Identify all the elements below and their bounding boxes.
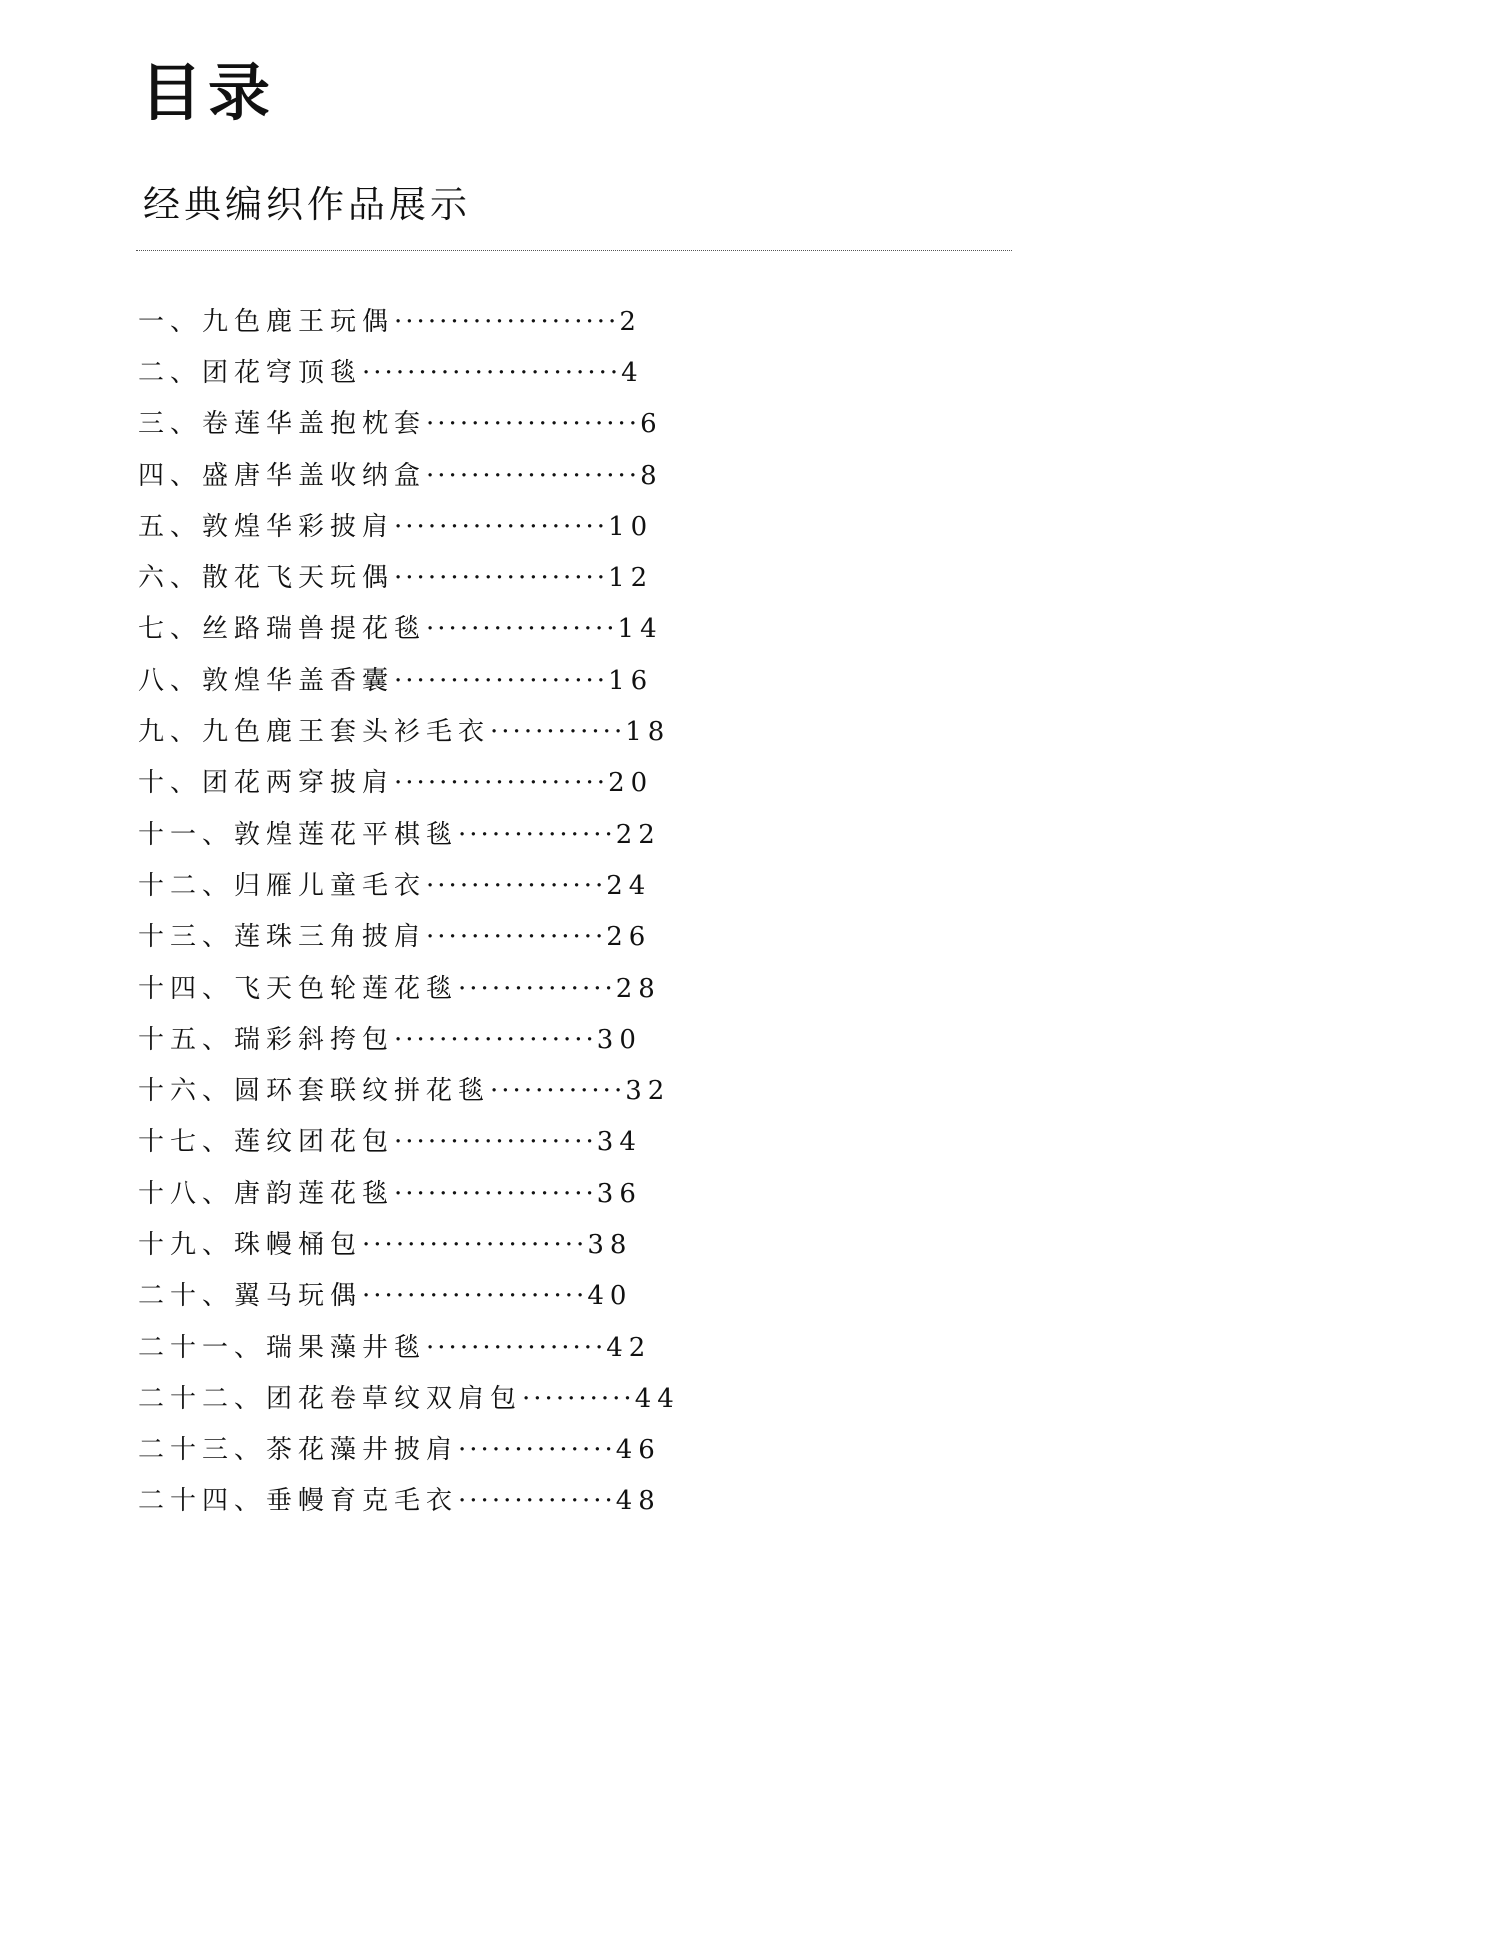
toc-name: 敦煌莲花平棋毯 [234, 819, 459, 850]
toc-index: 四、 [138, 460, 203, 491]
toc-leader: ················ [426, 922, 607, 953]
toc-leader: ··················· [426, 460, 641, 491]
toc-page-number: 44 [634, 1383, 680, 1414]
toc-page-number: 12 [608, 563, 654, 594]
toc-entry-18[interactable] [138, 1168, 680, 1219]
toc-index: 二、 [138, 357, 203, 388]
toc-index: 二十四、 [138, 1486, 267, 1517]
toc-leader: ·················· [394, 1178, 597, 1209]
toc-entry-7[interactable] [138, 604, 680, 655]
toc-index: 十七、 [138, 1127, 235, 1158]
toc-page-number: 2 [619, 306, 642, 337]
toc-name: 圆环套联纹拼花毯 [234, 1076, 491, 1107]
toc-entry-10[interactable] [138, 758, 680, 809]
toc-name: 敦煌华彩披肩 [202, 511, 395, 542]
toc-leader: ··················· [394, 768, 609, 799]
toc-leader: ·············· [458, 973, 616, 1004]
toc-name: 盛唐华盖收纳盒 [202, 460, 427, 491]
toc-name: 唐韵莲花毯 [234, 1178, 395, 1209]
page-title: 目录 [140, 56, 277, 129]
toc-page-number: 38 [587, 1229, 633, 1260]
toc-name: 莲珠三角披肩 [234, 922, 427, 953]
toc-leader: ················· [426, 614, 618, 645]
toc-index: 十、 [138, 768, 203, 799]
toc-index: 十五、 [138, 1024, 235, 1055]
toc-page-number: 8 [640, 460, 663, 491]
toc-name: 丝路瑞兽提花毯 [202, 614, 427, 645]
toc-entry-4[interactable] [138, 450, 680, 501]
section-subtitle: 经典编织作品展示 [143, 183, 471, 226]
toc-entry-6[interactable] [138, 552, 680, 603]
toc-name: 卷莲华盖抱枕套 [202, 409, 427, 440]
toc-page-number: 22 [615, 819, 661, 850]
toc-entry-22[interactable] [138, 1373, 680, 1424]
toc-leader: ···················· [394, 306, 620, 337]
toc-leader: ················ [426, 1332, 607, 1363]
toc-index: 十二、 [138, 870, 235, 901]
toc-leader: ··················· [394, 511, 609, 542]
toc-entry-12[interactable] [138, 860, 680, 911]
toc-entry-17[interactable] [138, 1117, 680, 1168]
toc-name: 翼马玩偶 [234, 1281, 363, 1312]
toc-leader: ················ [426, 870, 607, 901]
toc-page-number: 42 [606, 1332, 652, 1363]
toc-entry-9[interactable] [138, 706, 680, 757]
toc-leader: ·········· [522, 1383, 635, 1414]
toc-index: 九、 [138, 717, 203, 748]
toc-entry-11[interactable] [138, 809, 680, 860]
toc-list [138, 296, 680, 1527]
toc-name: 团花卷草纹双肩包 [266, 1383, 523, 1414]
toc-entry-14[interactable] [138, 963, 680, 1014]
toc-page-number: 48 [615, 1486, 661, 1517]
toc-index: 二十一、 [138, 1332, 267, 1363]
toc-name: 莲纹团花包 [234, 1127, 395, 1158]
toc-leader: ·············· [458, 819, 616, 850]
toc-index: 八、 [138, 665, 203, 696]
toc-index: 十八、 [138, 1178, 235, 1209]
toc-entry-24[interactable] [138, 1476, 680, 1527]
toc-index: 十三、 [138, 922, 235, 953]
toc-entry-5[interactable] [138, 501, 680, 552]
toc-leader: ············ [490, 717, 626, 748]
toc-name: 团花穹顶毯 [202, 357, 363, 388]
toc-entry-20[interactable] [138, 1271, 680, 1322]
toc-entry-8[interactable] [138, 655, 680, 706]
toc-index: 三、 [138, 409, 203, 440]
toc-index: 二十三、 [138, 1435, 267, 1466]
toc-name: 敦煌华盖香囊 [202, 665, 395, 696]
toc-page-number: 46 [615, 1435, 661, 1466]
toc-leader: ··················· [394, 665, 609, 696]
toc-page-number: 16 [608, 665, 654, 696]
toc-leader: ············ [490, 1076, 626, 1107]
toc-entry-3[interactable] [138, 399, 680, 450]
toc-entry-19[interactable] [138, 1219, 680, 1270]
toc-index: 五、 [138, 511, 203, 542]
toc-index: 一、 [138, 306, 203, 337]
toc-name: 瑞果藻井毯 [266, 1332, 427, 1363]
toc-leader: ··················· [394, 563, 609, 594]
toc-entry-15[interactable] [138, 1014, 680, 1065]
toc-page-number: 32 [625, 1076, 671, 1107]
toc-page-number: 30 [596, 1024, 642, 1055]
toc-name: 团花两穿披肩 [202, 768, 395, 799]
toc-index: 十四、 [138, 973, 235, 1004]
toc-page-number: 26 [606, 922, 652, 953]
toc-page-number: 34 [596, 1127, 642, 1158]
toc-page-number: 20 [608, 768, 654, 799]
toc-page-number: 24 [606, 870, 652, 901]
dotted-divider [136, 250, 1012, 251]
toc-name: 茶花藻井披肩 [266, 1435, 459, 1466]
toc-name: 瑞彩斜挎包 [234, 1024, 395, 1055]
toc-name: 散花飞天玩偶 [202, 563, 395, 594]
toc-entry-21[interactable] [138, 1322, 680, 1373]
toc-leader: ·················· [394, 1024, 597, 1055]
toc-page-number: 36 [596, 1178, 642, 1209]
toc-leader: ·················· [394, 1127, 597, 1158]
toc-name: 垂幔育克毛衣 [266, 1486, 459, 1517]
toc-entry-16[interactable] [138, 1065, 680, 1116]
toc-page-number: 10 [608, 511, 654, 542]
toc-name: 九色鹿王套头衫毛衣 [202, 717, 491, 748]
toc-page-number: 14 [617, 614, 663, 645]
toc-leader: ······················· [362, 357, 622, 388]
toc-entry-13[interactable] [138, 912, 680, 963]
toc-entry-23[interactable] [138, 1425, 680, 1476]
toc-page-number: 18 [625, 717, 671, 748]
toc-entry-1[interactable] [138, 296, 680, 347]
toc-name: 珠幔桶包 [234, 1229, 363, 1260]
toc-name: 飞天色轮莲花毯 [234, 973, 459, 1004]
toc-name: 归雁儿童毛衣 [234, 870, 427, 901]
toc-leader: ···················· [362, 1229, 588, 1260]
toc-page-number: 28 [615, 973, 661, 1004]
toc-index: 六、 [138, 563, 203, 594]
toc-page-number: 6 [640, 409, 663, 440]
toc-leader: ··················· [426, 409, 641, 440]
toc-index: 二十二、 [138, 1383, 267, 1414]
toc-index: 七、 [138, 614, 203, 645]
toc-page-number: 4 [621, 357, 644, 388]
toc-name: 九色鹿王玩偶 [202, 306, 395, 337]
toc-index: 十六、 [138, 1076, 235, 1107]
toc-entry-2[interactable] [138, 347, 680, 398]
toc-index: 十一、 [138, 819, 235, 850]
toc-index: 十九、 [138, 1229, 235, 1260]
toc-leader: ·············· [458, 1486, 616, 1517]
toc-leader: ·············· [458, 1435, 616, 1466]
toc-page-number: 40 [587, 1281, 633, 1312]
toc-leader: ···················· [362, 1281, 588, 1312]
toc-index: 二十、 [138, 1281, 235, 1312]
